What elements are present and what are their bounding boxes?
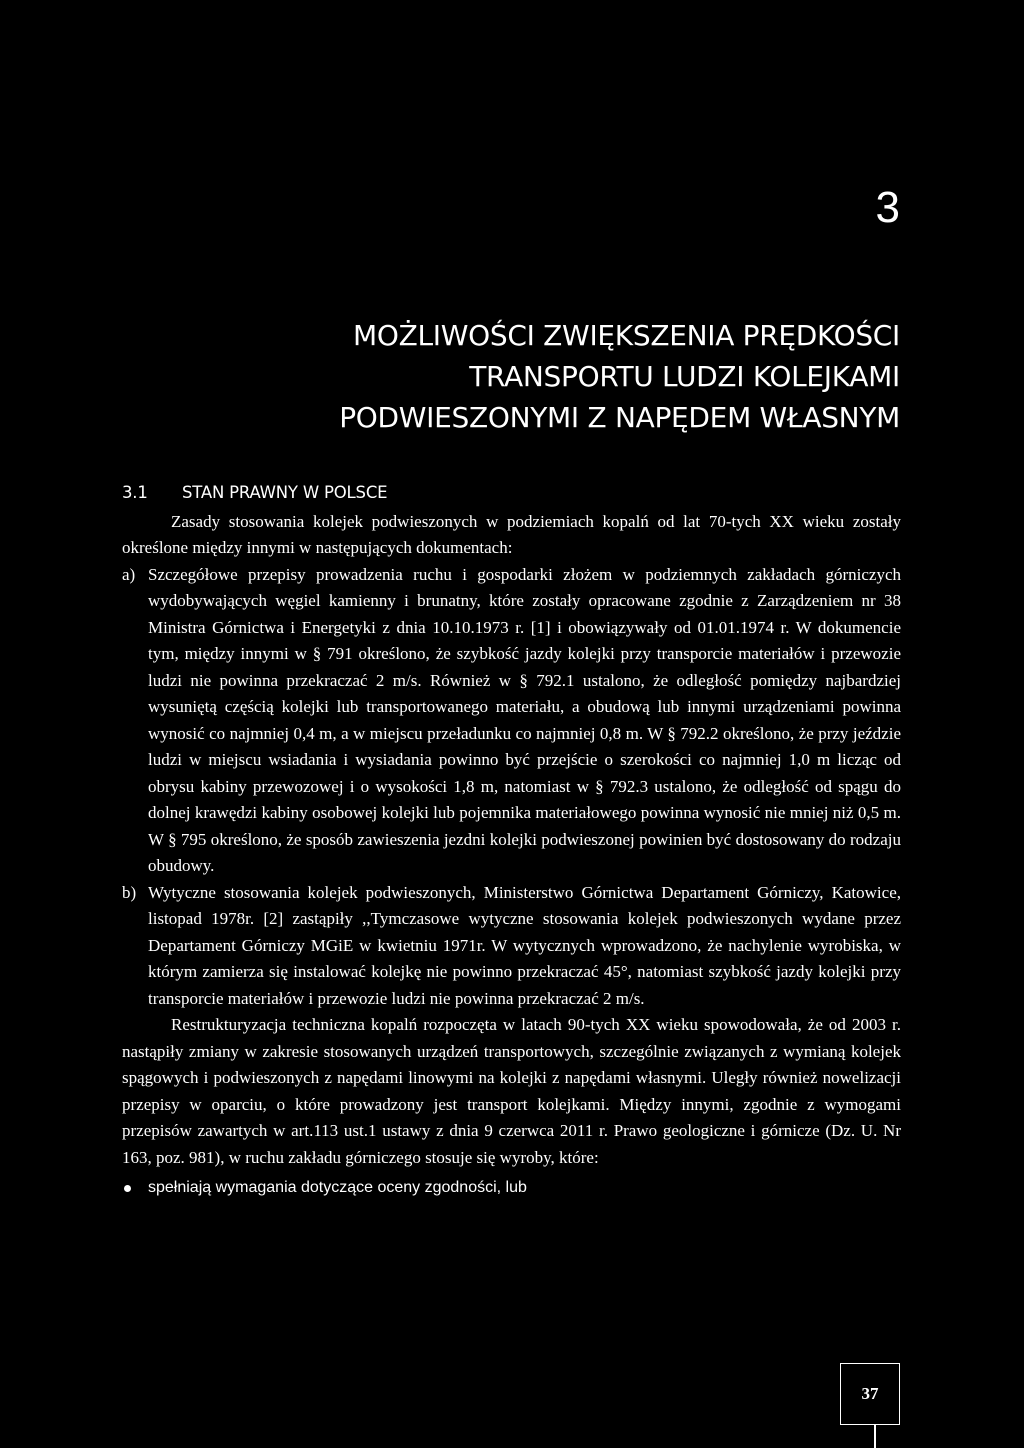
chapter-title [200, 315, 900, 438]
list-marker: a) [122, 564, 136, 584]
chapter-title-line: TRANSPORTU LUDZI KOLEJKAMI [469, 360, 900, 393]
chapter-number: 3 [875, 183, 900, 232]
intro-paragraph: Zasady stosowania kolejek podwieszonych w podziemiach kopalń od lat 70-tych XX wieku zostały określone między innymi w następujących dokumentach: [122, 511, 901, 557]
section-title: STAN PRAWNY W POLSCE [182, 483, 388, 502]
list-item [122, 562, 901, 880]
bullet-item [122, 1175, 901, 1202]
chapter-title-line: MOŻLIWOŚCI ZWIĘKSZENIA PRĘDKOŚCI [353, 319, 900, 352]
list-item-text: Szczegółowe przepisy prowadzenia ruchu i gospodarki złożem w podziemnych zakładach górniczych wydobywających węgiel kamienny i brunatny, które zostały opracowane zgodnie z Zarządzeniem nr 38 Ministra Górnictwa i Energetyki z dnia 10.10.1973 r. [1] i obowiązywały od 01.01.1974 r. W dokumencie tym, między innymi w § 791 określono, że szybkość jazdy kolejki przy transporcie materiałów i przewozie ludzi nie powinna przekraczać 2 m/s. Również w § 792.1 ustalono, że odległość pomiędzy najbardziej wysuniętą częścią kolejki lub transportowanego materiału, a obudową lub innymi urządzeniami powinna wynosić co najmniej 0,4 m, a w miejscu przeładunku co najmniej 0,8 m. W § 792.2 określono, że przy jeździe ludzi w miejscu wsiadania i wysiadania powinno być przejście o szerokości co najmniej 1,0 m licząc od obrysu kabiny przewozowej i o wysokości 1,8 m, natomiast w § 792.3 ustalono, że odległość od spągu do dolnej krawędzi kabiny osobowej kolejki lub pojemnika materiałowego powinna wynosić nie mniej niż 0,5 m. W § 795 określono, że sposób zawieszenia jezdni kolejki podwieszonej powinien być dostosowany do rodzaju obudowy. [148, 564, 901, 875]
list-marker: b) [122, 882, 137, 902]
body-paragraph: Restrukturyzacja techniczna kopalń rozpoczęta w latach 90-tych XX wieku spowodowała, że od 2003 r. nastąpiły zmiany w zakresie stosowanych urządzeń transportowych, szczególnie związanych z wymianą kolejek spągowych i podwieszonych z napędami linowymi na kolejki z napędami własnymi. Uległy również nowelizacji przepisy w oparciu, o które prowadzony jest transport kolejkami. Między innymi, zgodnie z wymogami przepisów zawartych w art.113 ust.1 ustawy z dnia 9 czerwca 2011 r. Prawo geologiczne i górnicze (Dz. U. Nr 163, poz. 981), w ruchu zakładu górniczego stosuje się wyroby, które: [122, 1015, 901, 1167]
chapter-title-line: PODWIESZONYMI Z NAPĘDEM WŁASNYM [339, 401, 900, 434]
page-body [122, 480, 901, 1202]
bullet-text: spełniają wymagania dotyczące oceny zgodności, lub [148, 1179, 527, 1196]
list-item-text: Wytyczne stosowania kolejek podwieszonych, Ministerstwo Górnictwa Departament Górniczy, Katowice, listopad 1978r. [2] zastąpiły ,,Tymczasowe wytyczne stosowania kolejek podwieszonych wydane przez Departament Górniczy MGiE w kwietniu 1971r. W wytycznych wprowadzono, że nachylenie wyrobiska, w którym zamierza się instalować kolejkę nie powinno przekraczać 45°, natomiast szybkość jazdy kolejki przy transporcie materiałów i przewozie ludzi nie powinna przekraczać 2 m/s. [148, 882, 901, 1008]
section-heading [122, 480, 901, 507]
bullet-icon [124, 1185, 131, 1192]
page-number: 37 [840, 1363, 900, 1425]
list-item [122, 880, 901, 1013]
section-number: 3.1 [122, 483, 148, 502]
page-number-rule [874, 1424, 876, 1448]
